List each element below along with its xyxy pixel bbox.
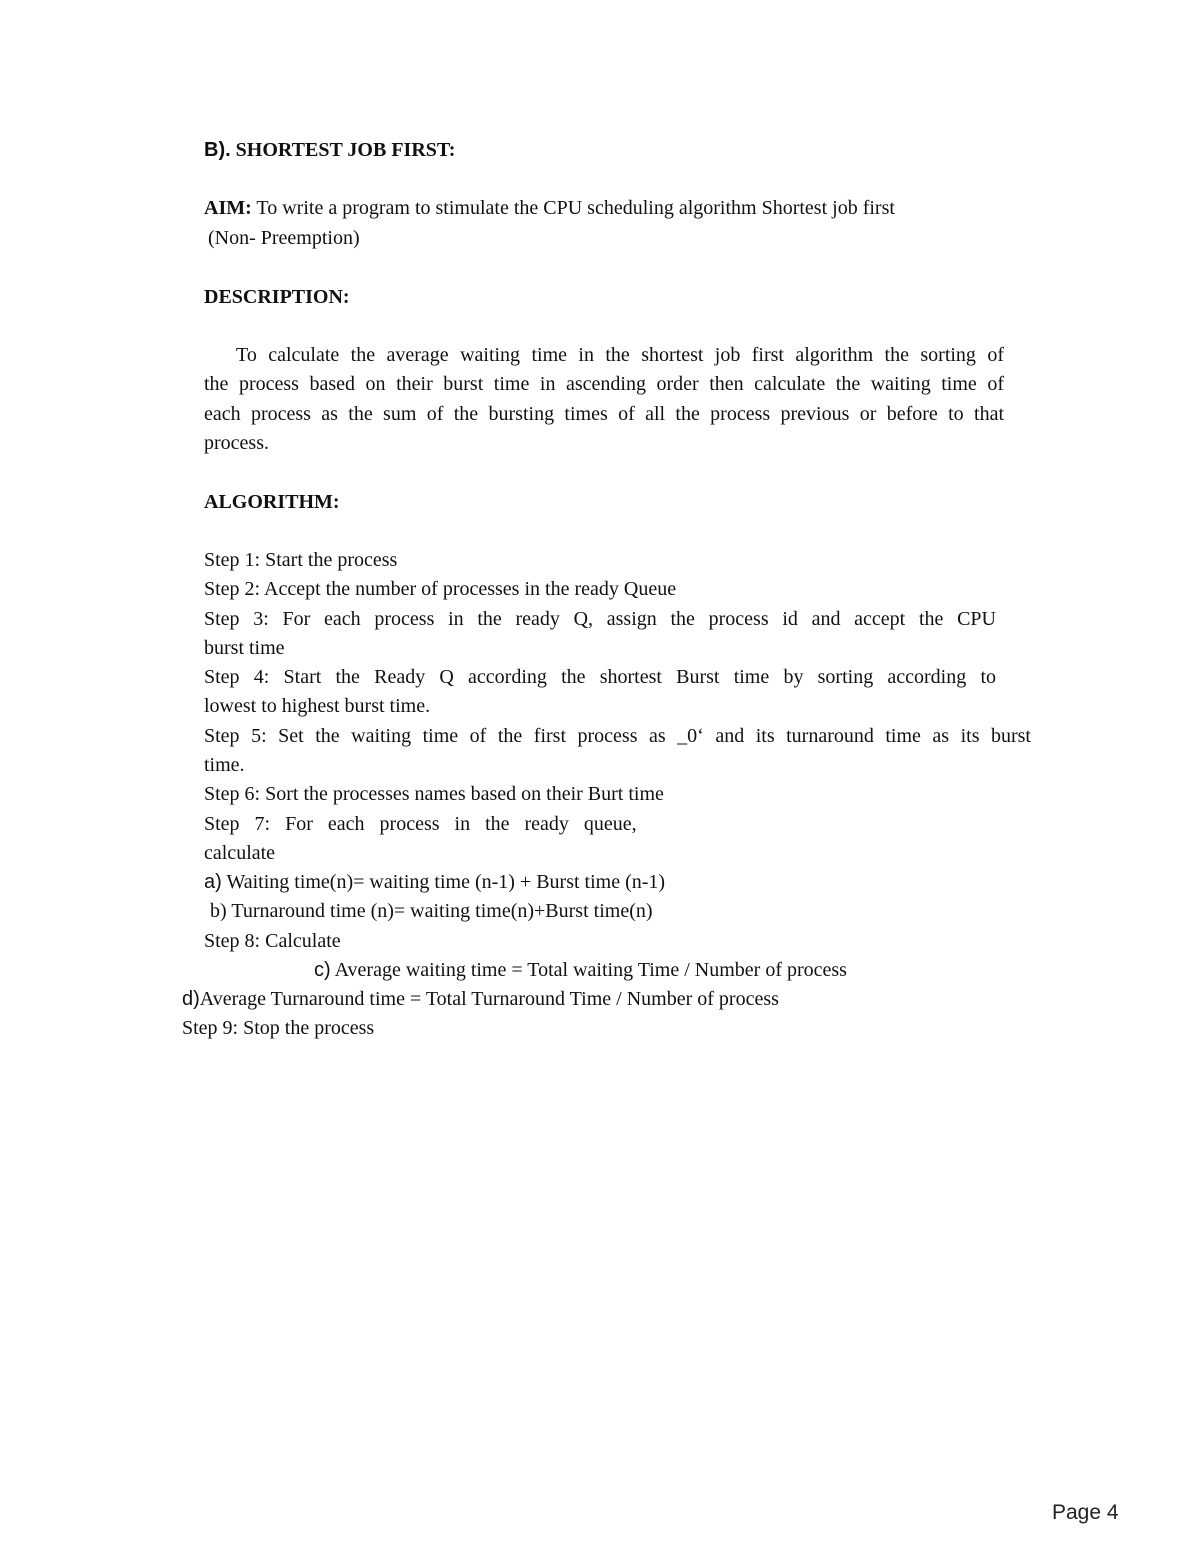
formula-c bbox=[314, 958, 847, 982]
description-line: To calculate the average waiting time in the shortest job first algorithm the sorting of bbox=[236, 344, 1004, 366]
algorithm-step: Step 2: Accept the number of processes in the ready Queue bbox=[204, 578, 677, 600]
list-marker: b) bbox=[210, 900, 227, 922]
description-heading: DESCRIPTION: bbox=[204, 286, 350, 308]
formula-text: Waiting time(n)= waiting time (n-1) + Burst time (n-1) bbox=[226, 871, 666, 893]
section-title: SHORTEST JOB FIRST: bbox=[235, 139, 456, 161]
algorithm-step-continuation: time. bbox=[204, 754, 245, 776]
section-prefix: B). bbox=[204, 139, 231, 161]
description-line: process. bbox=[204, 432, 269, 454]
section-heading bbox=[204, 138, 455, 162]
formula-text: Average Turnaround time = Total Turnaround Time / Number of process bbox=[199, 988, 779, 1010]
algorithm-step: Step 9: Stop the process bbox=[182, 1017, 375, 1039]
algorithm-step-continuation: burst time bbox=[204, 637, 285, 659]
aim-line-1 bbox=[204, 196, 895, 220]
algorithm-step: Step 5: Set the waiting time of the first process as _0‘ and its turnaround time as its burst bbox=[204, 725, 1031, 747]
algorithm-step: Step 7: For each process in the ready queue, bbox=[204, 813, 637, 835]
formula-d bbox=[182, 987, 779, 1011]
list-marker: d) bbox=[182, 988, 200, 1010]
algorithm-step-continuation: lowest to highest burst time. bbox=[204, 695, 431, 717]
algorithm-step: Step 3: For each process in the ready Q, assign the process id and accept the CPU bbox=[204, 608, 996, 630]
description-line: each process as the sum of the bursting times of all the process previous or before to that bbox=[204, 403, 1004, 425]
algorithm-step: Step 4: Start the Ready Q according the shortest Burst time by sorting according to bbox=[204, 666, 996, 688]
formula-b bbox=[210, 899, 653, 923]
algorithm-step-continuation: calculate bbox=[204, 842, 276, 864]
description-line: the process based on their burst time in ascending order then calculate the waiting time of bbox=[204, 373, 1004, 395]
algorithm-step: Step 8: Calculate bbox=[204, 930, 341, 952]
list-marker: a) bbox=[204, 871, 222, 893]
formula-text: Turnaround time (n)= waiting time(n)+Burst time(n) bbox=[231, 900, 653, 922]
formula-a bbox=[204, 870, 665, 894]
algorithm-step: Step 1: Start the process bbox=[204, 549, 398, 571]
page-number: Page 4 bbox=[1052, 1501, 1119, 1524]
formula-text: Average waiting time = Total waiting Time / Number of process bbox=[334, 959, 847, 981]
aim-text: To write a program to stimulate the CPU scheduling algorithm Shortest job first bbox=[256, 197, 895, 219]
algorithm-step: Step 6: Sort the processes names based on their Burt time bbox=[204, 783, 664, 805]
list-marker: c) bbox=[314, 959, 331, 981]
aim-line-2: (Non- Preemption) bbox=[208, 227, 360, 249]
aim-label: AIM: bbox=[204, 197, 252, 219]
algorithm-heading: ALGORITHM: bbox=[204, 491, 340, 513]
